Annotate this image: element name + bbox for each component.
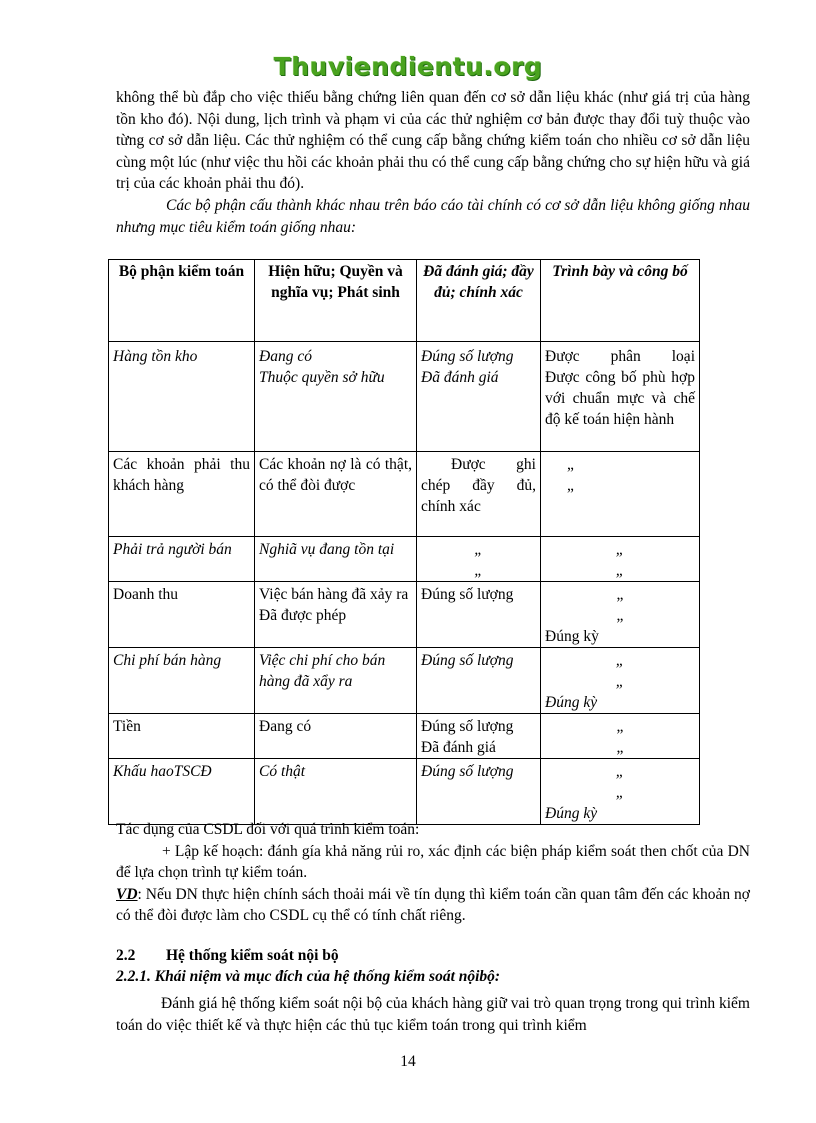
- cell-line: „: [616, 718, 624, 735]
- table-cell: Phải trả người bán: [109, 537, 255, 582]
- cell-line: „: [615, 652, 625, 669]
- table-header: Bộ phận kiểm toán: [109, 260, 255, 342]
- table-cell: [417, 714, 541, 759]
- planning-bullet: + Lập kế hoạch: đánh gía khả năng rủi ro, xác định các biện pháp kiểm soát then chốt của DN để lựa chọn trình tự kiểm toán.: [116, 842, 750, 881]
- cell-line: „: [474, 562, 483, 579]
- table-cell: Đúng số lượng: [417, 648, 541, 714]
- section-heading: [116, 945, 750, 967]
- cell-line: Đúng kỳ: [545, 628, 599, 645]
- table-cell: [541, 759, 700, 825]
- table-cell: Đang có: [255, 714, 417, 759]
- table-cell: [417, 342, 541, 452]
- table-header: Trình bày và công bố: [541, 260, 700, 342]
- cell-line: „: [615, 541, 625, 558]
- cell-line: Đúng kỳ: [545, 805, 598, 822]
- table-row: [109, 537, 700, 582]
- table-header: Hiện hữu; Quyền và nghĩa vụ; Phát sinh: [255, 260, 417, 342]
- table-cell: Việc chi phí cho bán hàng đã xẩy ra: [255, 648, 417, 714]
- cell-line: „: [616, 739, 624, 756]
- table-cell: Được ghi chép đầy đủ, chính xác: [417, 452, 541, 537]
- table-cell: [541, 342, 700, 452]
- body-paragraph: Đánh giá hệ thống kiểm soát nội bộ của khách hàng giữ vai trò quan trọng trong qui trình kiểm toán do việc thiết kế và thực hiện các thủ tục kiểm toán trong qui trình kiểm: [116, 995, 750, 1034]
- table-header-row: [109, 260, 700, 342]
- cell-line: Thuộc quyền sở hữu: [259, 369, 385, 386]
- table-cell: [541, 582, 700, 648]
- section-title: Hệ thống kiểm soát nội bộ: [166, 947, 339, 964]
- cell-line: „: [615, 673, 625, 690]
- table-cell: Tiền: [109, 714, 255, 759]
- cell-line: Đúng kỳ: [545, 694, 598, 711]
- cell-line: Đúng số lượng: [421, 718, 514, 735]
- example-text: : Nếu DN thực hiện chính sách thoải mái về tín dụng thì kiểm toán cần quan tâm đến các khoản nợ có thể đòi được làm cho CSDL cụ thể có tính chất riêng.: [116, 885, 750, 924]
- table-row: [109, 582, 700, 648]
- table-cell: [541, 714, 700, 759]
- example-label: VD: [116, 885, 138, 903]
- table-cell: Đúng số lượng: [417, 582, 541, 648]
- table-row: [109, 342, 700, 452]
- audit-objectives-table: [108, 259, 700, 825]
- table-cell: [255, 342, 417, 452]
- section-number: 2.2: [116, 947, 136, 964]
- subsection-heading: 2.2.1. Khái niệm và mục đích của hệ thống kiểm soát nộibộ:: [116, 968, 501, 985]
- table-cell: Các khoản phải thu khách hàng: [109, 452, 255, 537]
- table-cell: [541, 537, 700, 582]
- effects-block: [116, 819, 750, 927]
- effects-title: Tác dụng của CSDL đối với quá trình kiểm toán:: [116, 821, 420, 838]
- table-cell: Hàng tồn kho: [109, 342, 255, 452]
- table-header: Đã đánh giá; đầy đủ; chính xác: [417, 260, 541, 342]
- cell-line: Được phân loại: [545, 348, 695, 365]
- cell-line: „: [615, 562, 625, 579]
- intro-paragraph: không thể bù đắp cho việc thiếu bằng chứng liên quan đến cơ sở dẫn liệu khác (như giá trị của hàng tồn kho đó). Nội dung, lịch trình và phạm vi của các thử nghiệm cơ bản được thay đổi tuỳ thuộc vào từng cơ sở dẫn liệu. Các thử nghiệm có thể cung cấp bằng chứng kiểm toán cho nhiều cơ sở dẫn liệu cùng một lúc (như việc thu hồi các khoản phải thu có thể cung cấp bằng chứng cho sự hiện hữu và giá trị của các khoản phải thu đó).: [116, 89, 750, 192]
- italic-paragraph: Các bộ phận cấu thành khác nhau trên báo cáo tài chính có cơ sở dẫn liệu không giống nhau nhưng mục tiêu kiểm toán giống nhau:: [116, 197, 750, 236]
- cell-line: „: [616, 586, 624, 603]
- table-cell: [417, 537, 541, 582]
- table-cell: [541, 452, 700, 537]
- table-cell: Đúng số lượng: [417, 759, 541, 825]
- table-cell: Khấu haoTSCĐ: [109, 759, 255, 825]
- cell-line: „: [616, 607, 624, 624]
- table-cell: [255, 582, 417, 648]
- cell-line: Việc bán hàng đã xảy ra: [259, 586, 409, 603]
- table-cell: Chi phí bán hàng: [109, 648, 255, 714]
- cell-line: „: [567, 477, 574, 494]
- table-row: [109, 648, 700, 714]
- cell-line: Đang có: [259, 348, 312, 365]
- table-cell: Có thật: [255, 759, 417, 825]
- cell-line: „: [567, 456, 574, 473]
- page-number: 14: [400, 1053, 416, 1070]
- cell-line: Đã đánh giá: [421, 369, 499, 386]
- cell-line: „: [615, 784, 625, 801]
- table-row: [109, 759, 700, 825]
- site-logo: Thuviendientu.org: [273, 52, 543, 81]
- cell-line: Được công bố phù hợp với chuẩn mực và chế độ kế toán hiện hành: [545, 369, 695, 428]
- cell-line: Đã được phép: [259, 607, 347, 624]
- table-cell: Nghiã vụ đang tồn tại: [255, 537, 417, 582]
- table-row: [109, 452, 700, 537]
- table-cell: Doanh thu: [109, 582, 255, 648]
- table-cell: Các khoản nợ là có thật, có thể đòi được: [255, 452, 417, 537]
- example-paragraph: [116, 884, 750, 927]
- table-row: [109, 714, 700, 759]
- cell-line: „: [474, 541, 483, 558]
- table-cell: [541, 648, 700, 714]
- cell-line: Đúng số lượng: [421, 348, 514, 365]
- cell-line: „: [615, 763, 625, 780]
- cell-line: Đã đánh giá: [421, 739, 496, 756]
